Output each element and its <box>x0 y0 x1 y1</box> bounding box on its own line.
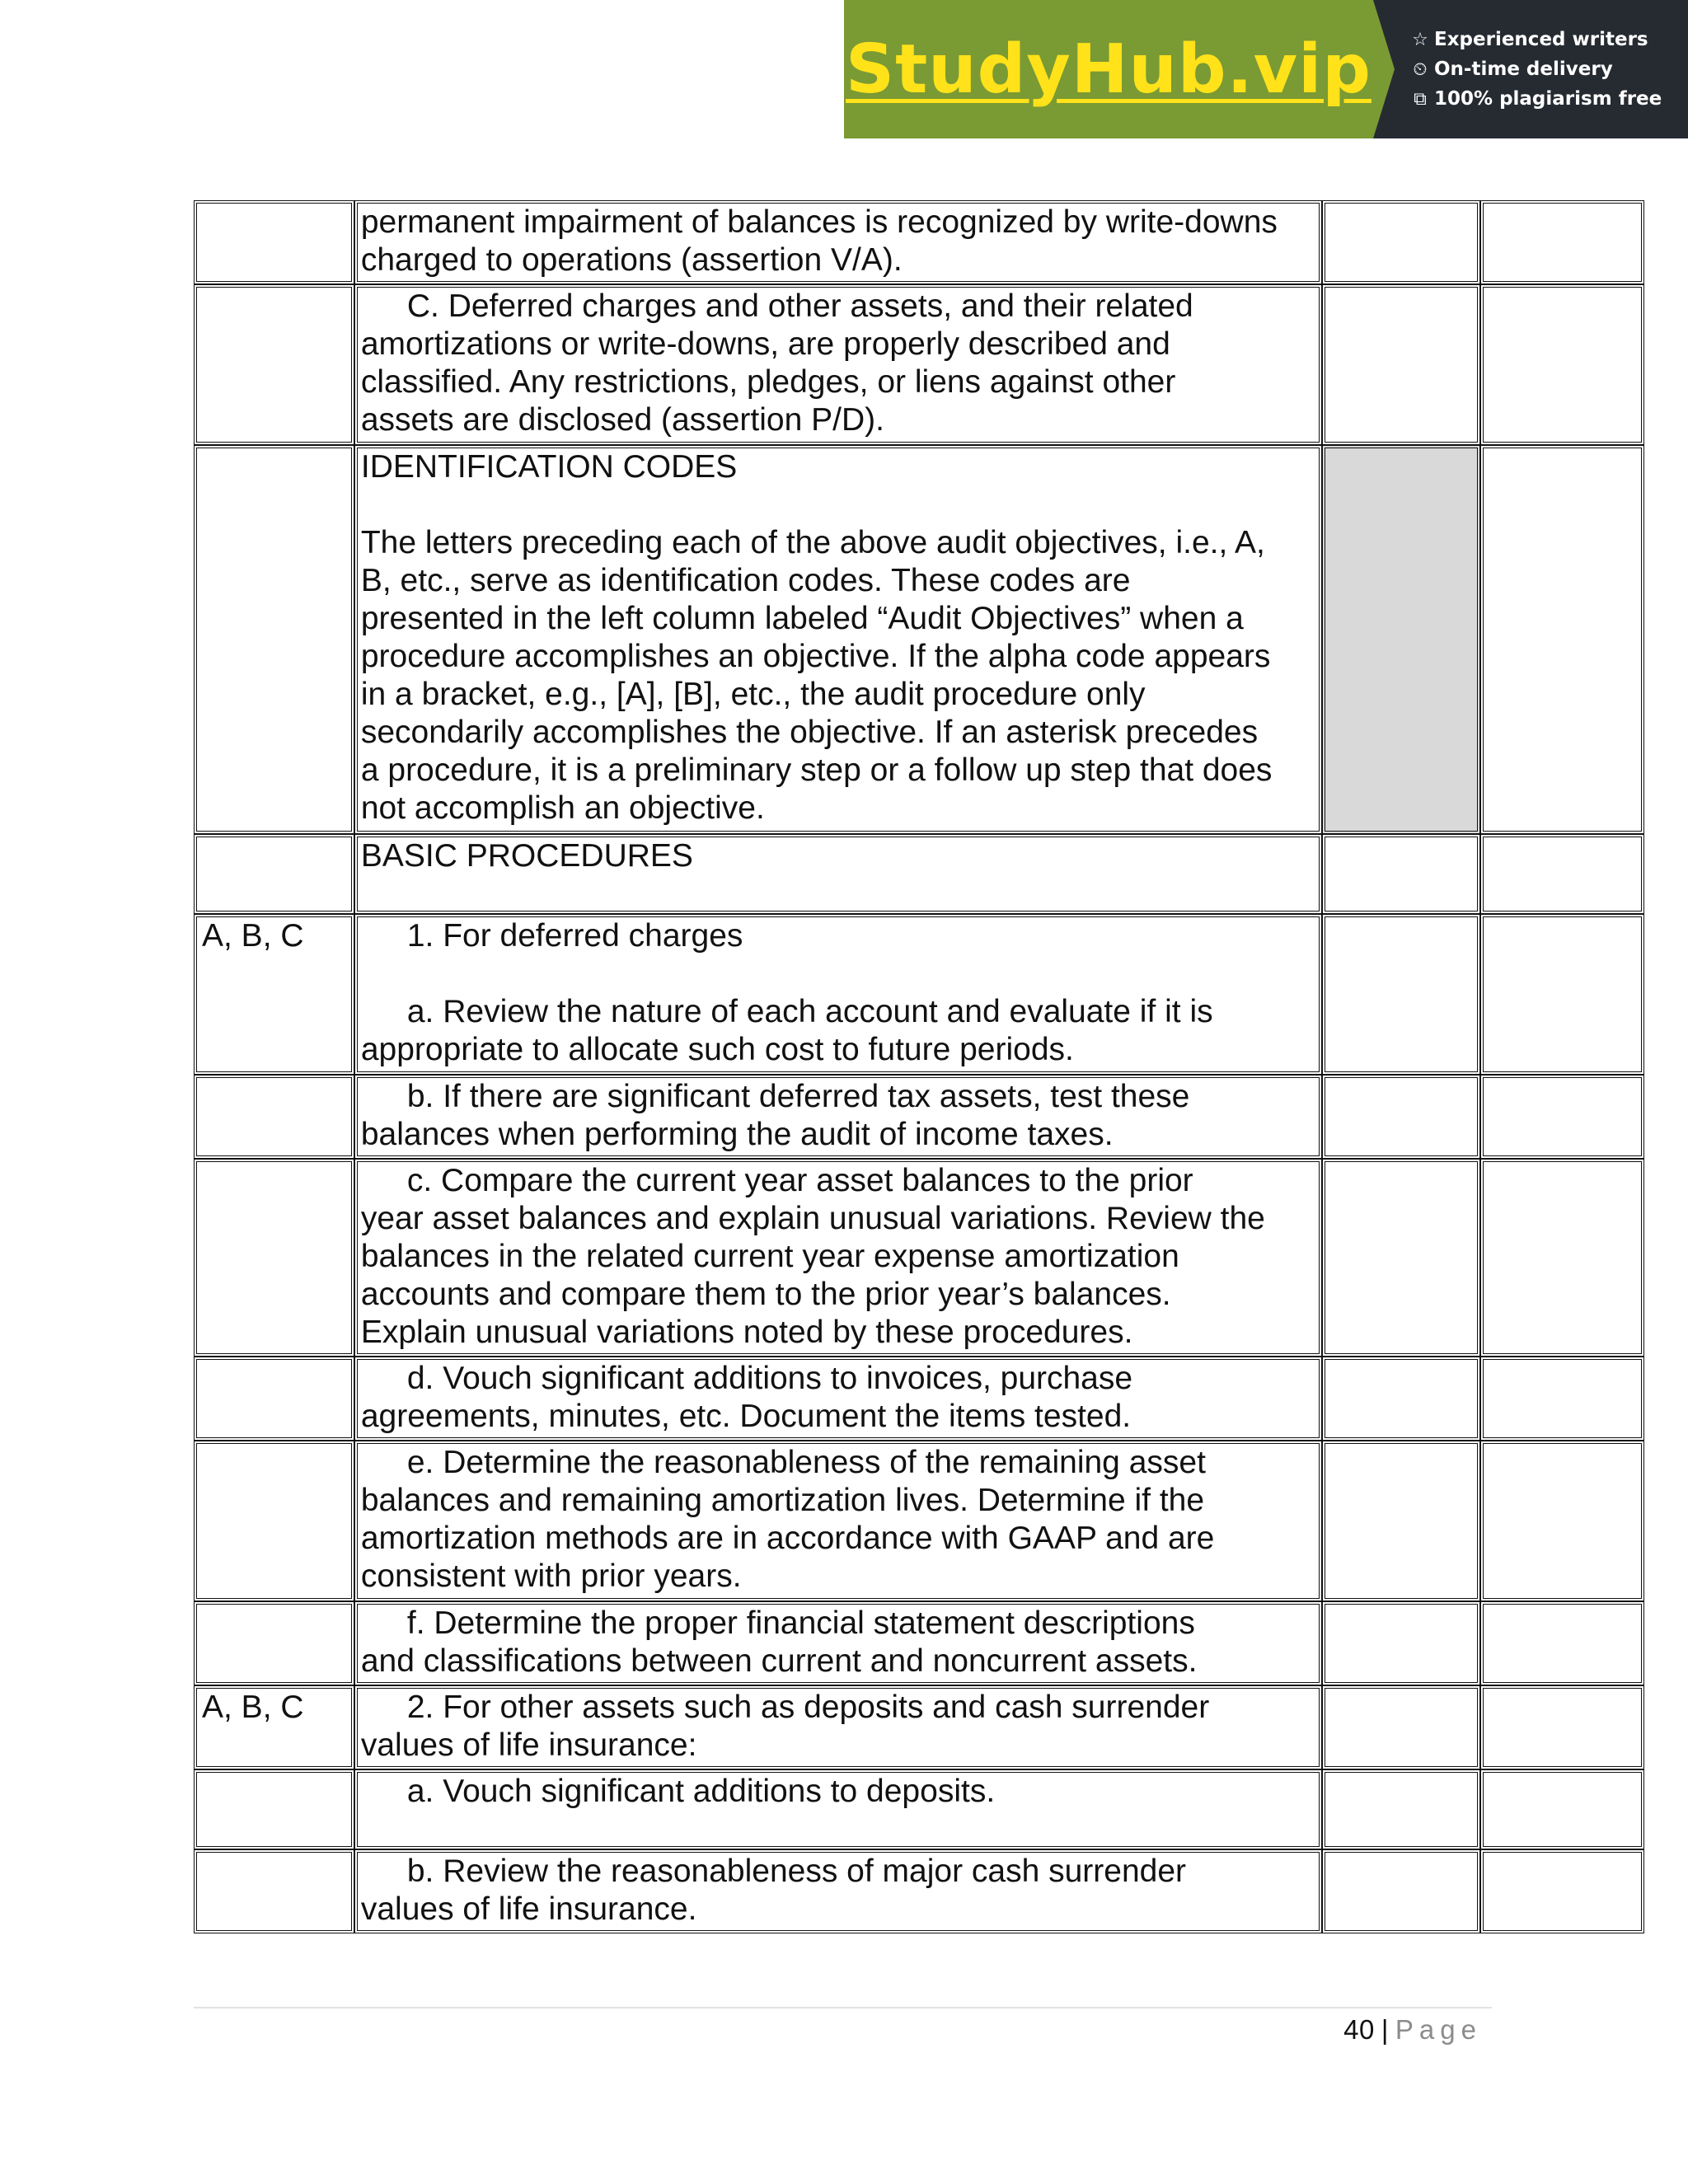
page-label: Page <box>1395 2014 1482 2045</box>
procedure-text-line: The letters preceding each of the above audit objectives, i.e., A, <box>360 525 1265 560</box>
procedure-text-line: procedure accomplishes an objective. If the alpha code appears <box>360 639 1271 674</box>
studyhub-logo-text: StudyHub.vip <box>846 30 1372 109</box>
procedure-text-line: classified. Any restrictions, pledges, or liens against other <box>360 364 1176 400</box>
performed-by-cell[interactable] <box>1480 1357 1644 1441</box>
procedure-text-line: Explain unusual variations noted by these procedures. <box>360 1315 1133 1350</box>
procedure-text-line: not accomplish an objective. <box>360 790 765 826</box>
footer-divider <box>194 2007 1492 2008</box>
performed-by-cell[interactable] <box>1480 1075 1644 1159</box>
table-row <box>194 1685 1644 1769</box>
procedure-text-line: f. Determine the proper financial statement descriptions <box>406 1605 1195 1641</box>
page-number-separator: | <box>1381 2014 1389 2045</box>
objective-cell <box>194 1849 354 1933</box>
performed-by-cell[interactable] <box>1480 1601 1644 1685</box>
workpaper-ref-cell[interactable] <box>1322 914 1480 1075</box>
performed-by-cell[interactable] <box>1480 914 1644 1075</box>
procedure-text-line: values of life insurance: <box>360 1727 697 1763</box>
procedure-step-heading: 1. For deferred charges <box>406 918 743 954</box>
procedure-text-line: balances in the related current year expense amortization <box>360 1239 1179 1274</box>
procedure-text-line: a. Vouch significant additions to deposits. <box>406 1774 996 1809</box>
workpaper-ref-cell[interactable] <box>1322 1769 1480 1849</box>
procedure-cell <box>354 1075 1322 1159</box>
procedure-text-line: C. Deferred charges and other assets, and their related <box>406 288 1193 324</box>
procedure-cell <box>354 200 1322 284</box>
workpaper-ref-cell[interactable] <box>1322 1159 1480 1357</box>
objective-cell: A, B, C <box>194 914 354 1075</box>
section-heading: BASIC PROCEDURES <box>360 838 693 874</box>
section-heading: IDENTIFICATION CODES <box>360 449 738 485</box>
procedure-text-line: e. Determine the reasonableness of the remaining asset <box>406 1445 1206 1480</box>
objective-cell <box>194 1075 354 1159</box>
procedure-cell <box>354 1769 1322 1849</box>
procedure-text-line: charged to operations (assertion V/A). <box>360 242 903 278</box>
feature-label: On-time delivery <box>1434 59 1613 80</box>
procedure-text-line: appropriate to allocate such cost to future periods. <box>360 1032 1074 1067</box>
performed-by-cell[interactable] <box>1480 1849 1644 1933</box>
workpaper-ref-cell[interactable] <box>1322 834 1480 914</box>
procedure-text-line: permanent impairment of balances is recognized by write-downs <box>360 204 1278 240</box>
procedure-text-line: presented in the left column labeled “Audit Objectives” when a <box>360 601 1244 636</box>
feature-plagiarism-free <box>1411 88 1688 110</box>
procedure-text-line: values of life insurance. <box>360 1891 697 1927</box>
workpaper-ref-cell[interactable] <box>1322 1685 1480 1769</box>
table-row <box>194 1601 1644 1685</box>
shaded-cell <box>1322 445 1480 834</box>
studyhub-banner[interactable] <box>844 0 1688 138</box>
table-row <box>194 200 1644 284</box>
feature-experienced-writers <box>1411 29 1688 50</box>
workpaper-ref-cell[interactable] <box>1322 1849 1480 1933</box>
procedure-cell <box>354 284 1322 445</box>
procedure-cell <box>354 1601 1322 1685</box>
procedure-text-line: balances and remaining amortization lives. Determine if the <box>360 1483 1205 1518</box>
procedure-text-line: agreements, minutes, etc. Document the items tested. <box>360 1399 1132 1434</box>
objective-cell <box>194 1601 354 1685</box>
procedure-cell <box>354 1441 1322 1601</box>
workpaper-ref-cell[interactable] <box>1322 1357 1480 1441</box>
feature-label: Experienced writers <box>1434 29 1648 50</box>
table-row <box>194 445 1644 834</box>
procedure-text-line: a procedure, it is a preliminary step or a follow up step that does <box>360 752 1273 788</box>
star-outline-icon: ☆ <box>1412 29 1428 50</box>
procedure-step-heading: 2. For other assets such as deposits and cash surrender <box>406 1690 1210 1725</box>
feature-label: 100% plagiarism free <box>1434 88 1662 110</box>
procedure-text-line: a. Review the nature of each account and evaluate if it is <box>406 994 1213 1029</box>
objective-cell: A, B, C <box>194 1685 354 1769</box>
procedure-text-line: d. Vouch significant additions to invoices, purchase <box>406 1361 1133 1396</box>
procedure-text-line: c. Compare the current year asset balances to the prior <box>406 1163 1193 1198</box>
performed-by-cell[interactable] <box>1480 284 1644 445</box>
performed-by-cell[interactable] <box>1480 1685 1644 1769</box>
table-row <box>194 284 1644 445</box>
procedure-cell <box>354 445 1322 834</box>
procedure-text-line: amortization methods are in accordance with GAAP and are <box>360 1521 1215 1556</box>
performed-by-cell[interactable] <box>1480 1159 1644 1357</box>
objective-cell <box>194 1357 354 1441</box>
procedure-text-line: and classifications between current and noncurrent assets. <box>360 1643 1198 1679</box>
table-row <box>194 834 1644 914</box>
table-row <box>194 1357 1644 1441</box>
procedure-cell <box>354 1159 1322 1357</box>
table-row <box>194 1849 1644 1933</box>
procedure-text-line: balances when performing the audit of income taxes. <box>360 1117 1114 1152</box>
workpaper-ref-cell[interactable] <box>1322 1441 1480 1601</box>
table-row <box>194 1075 1644 1159</box>
studyhub-logo[interactable] <box>844 0 1373 138</box>
procedure-text-line: b. Review the reasonableness of major cash surrender <box>406 1854 1187 1889</box>
performed-by-cell[interactable] <box>1480 1441 1644 1601</box>
table-row <box>194 1159 1644 1357</box>
objective-cell <box>194 834 354 914</box>
procedure-text-line: consistent with prior years. <box>360 1558 742 1594</box>
audit-program-table <box>194 200 1644 1933</box>
copy-document-icon: ⧉ <box>1414 88 1427 110</box>
procedure-cell <box>354 914 1322 1075</box>
workpaper-ref-cell[interactable] <box>1322 1075 1480 1159</box>
objective-cell <box>194 445 354 834</box>
objective-cell <box>194 1441 354 1601</box>
blank-line <box>361 486 1315 524</box>
objective-cell <box>194 200 354 284</box>
page-number-value: 40 <box>1343 2014 1375 2045</box>
procedure-text-line: year asset balances and explain unusual variations. Review the <box>360 1201 1265 1236</box>
procedure-text-line: b. If there are significant deferred tax assets, test these <box>406 1079 1190 1114</box>
workpaper-ref-cell[interactable] <box>1322 284 1480 445</box>
procedure-text-line: B, etc., serve as identification codes. These codes are <box>360 563 1131 598</box>
objective-cell <box>194 1769 354 1849</box>
procedure-text-line: secondarily accomplishes the objective. If an asterisk precedes <box>360 715 1259 750</box>
procedure-cell <box>354 834 1322 914</box>
performed-by-cell[interactable] <box>1480 445 1644 834</box>
performed-by-cell[interactable] <box>1480 834 1644 914</box>
feature-on-time-delivery <box>1411 59 1688 80</box>
table-row <box>194 914 1644 1075</box>
procedure-cell <box>354 1685 1322 1769</box>
procedure-text-line: assets are disclosed (assertion P/D). <box>360 402 884 438</box>
procedure-text-line: amortizations or write-downs, are properly described and <box>360 326 1170 362</box>
performed-by-cell[interactable] <box>1480 200 1644 284</box>
table-row <box>194 1769 1644 1849</box>
blank-line <box>361 955 1315 993</box>
table-row <box>194 1441 1644 1601</box>
workpaper-ref-cell[interactable] <box>1322 1601 1480 1685</box>
procedure-text-line: accounts and compare them to the prior year’s balances. <box>360 1277 1171 1312</box>
workpaper-ref-cell[interactable] <box>1322 200 1480 284</box>
banner-features <box>1395 0 1688 138</box>
procedure-text-line: in a bracket, e.g., [A], [B], etc., the audit procedure only <box>360 677 1146 712</box>
clock-icon: ⏲ <box>1413 59 1428 80</box>
objective-cell <box>194 1159 354 1357</box>
banner-arrow-divider <box>1373 0 1395 138</box>
procedure-cell <box>354 1849 1322 1933</box>
procedure-cell <box>354 1357 1322 1441</box>
performed-by-cell[interactable] <box>1480 1769 1644 1849</box>
objective-cell <box>194 284 354 445</box>
page-number <box>1343 2014 1482 2046</box>
